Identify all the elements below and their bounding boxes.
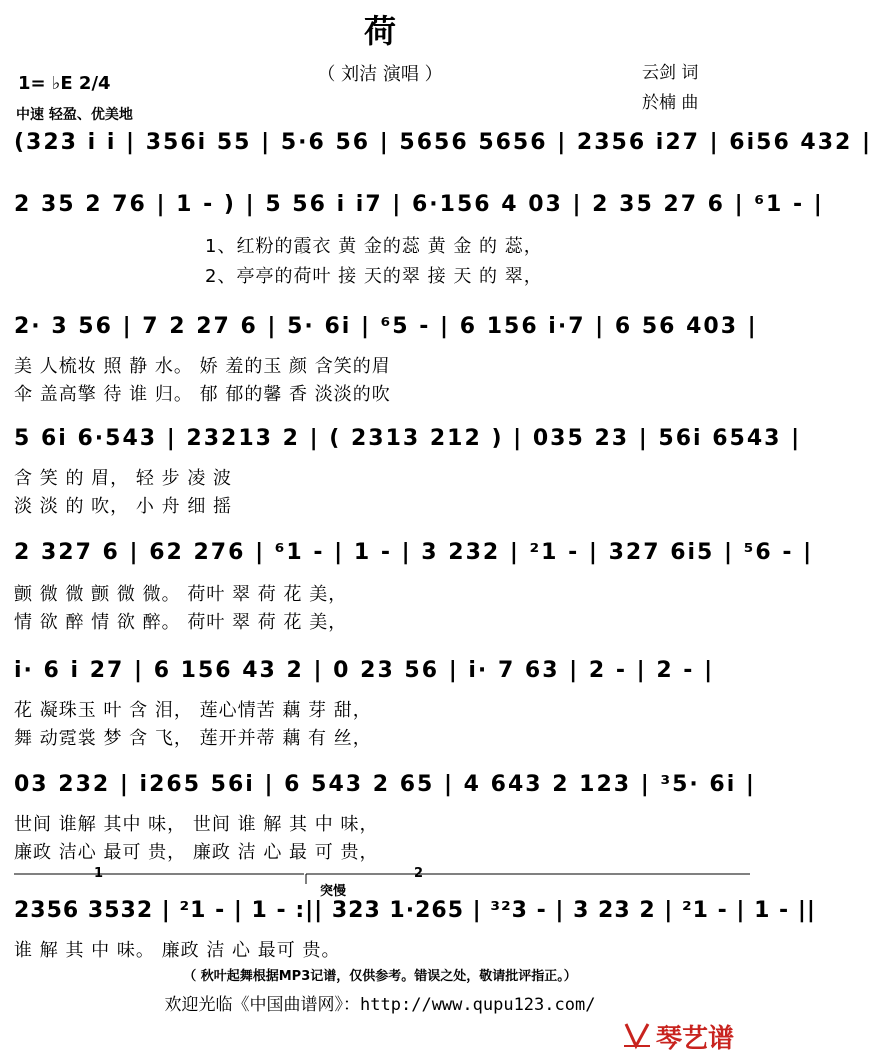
notation-row-3: 2· 3 56 | 7 2 27 6 | 5· 6i | ⁶5 - | 6 156 i·7 | 6 56 403 | <box>14 314 758 339</box>
lyric-verse2-row-7: 廉政 洁心 最可 贵， 廉政 洁 心 最 可 贵， <box>14 842 379 863</box>
volta-2-label: 2 <box>414 866 424 881</box>
notation-row-7: 03 232 | i265 56i | 6 543 2 65 | 4 643 2 123 | ³5· 6i | <box>14 772 756 797</box>
lyric-verse1-row-2: 1、红粉的霞衣 黄 金的蕊 黄 金 的 蕊， <box>205 236 543 257</box>
volta-1-label: 1 <box>94 866 104 881</box>
notation-row-4: 5 6i 6·543 | 23213 2 | ( 2313 212 ) | 035 23 | 56i 6543 | <box>14 426 802 451</box>
song-title: 荷 <box>363 12 396 50</box>
lyric-verse2-row-3: 伞 盖高擎 待 谁 归。 郁 郁的馨 香 淡淡的吹 <box>14 384 391 405</box>
lyric-verse2-row-2: 2、亭亭的荷叶 接 天的翠 接 天 的 翠， <box>205 266 543 287</box>
lyric-verse2-row-4: 淡 淡 的 吹， 小 舟 细 摇 <box>14 496 233 517</box>
notation-row-5: 2 327 6 | 62 276 | ⁶1 - | 1 - | 3 232 | ²1 - | 327 6i5 | ⁵6 - | <box>14 540 814 565</box>
site-link[interactable]: 欢迎光临《中国曲谱网》：http://www.qupu123.com/ <box>164 995 596 1015</box>
lyric-verse1-row-3: 美 人梳妆 照 静 水。 娇 羞的玉 颜 含笑的眉 <box>14 356 391 377</box>
composer-credit: 於楠 曲 <box>642 93 699 113</box>
lyric-verse2-row-5: 情 欲 醉 情 欲 醉。 荷叶 翠 荷 花 美， <box>14 612 348 633</box>
lyric-verse1-row-4: 含 笑 的 眉， 轻 步 凌 波 <box>14 468 233 489</box>
score-row-1 <box>14 128 872 184</box>
tempo-change-marking: 突慢 <box>320 884 347 899</box>
lyricist-credit: 云剑 词 <box>642 63 699 83</box>
notation-row-2: 2 35 2 76 | 1 - ) | 5 56 i i7 | 6·156 4 03 | 2 35 27 6 | ⁶1 - | <box>14 192 824 217</box>
site-logo <box>622 1016 750 1054</box>
lyric-verse1-row-5: 颤 微 微 颤 微 微。 荷叶 翠 荷 花 美， <box>14 584 348 605</box>
lyric-verse2-row-6: 舞 动霓裳 梦 含 飞， 莲开并蒂 藕 有 丝， <box>14 728 372 749</box>
notation-row-1: (323 i i | 356i 55 | 5·6 56 | 5656 5656 | 2356 i27 | 6i56 432 | <box>14 130 872 155</box>
notation-row-6: i· 6 i 27 | 6 156 43 2 | 0 23 56 | i· 7 63 | 2 - | 2 - | <box>14 658 715 683</box>
logo-icon <box>622 1020 652 1050</box>
logo-text: 琴艺谱 <box>656 1024 735 1054</box>
notation-row-8: 2356 3532 | ²1 - | 1 - :|| 323 1·265 | ³²3 - | 3 23 2 | ²1 - | 1 - || <box>14 898 816 923</box>
lyric-verse1-row-8: 谁 解 其 中 味。 廉政 洁 心 最可 贵。 <box>14 940 341 961</box>
tempo-marking: 中速 轻盈、优美地 <box>16 107 133 123</box>
key-signature: 1= ♭E 2/4 <box>18 73 111 94</box>
lyric-verse1-row-6: 花 凝珠玉 叶 含 泪， 莲心情苦 藕 芽 甜， <box>14 700 372 721</box>
singer-credit: （ 刘洁 演唱 ） <box>317 64 443 85</box>
volta-brackets <box>14 866 750 884</box>
lyric-verse1-row-7: 世间 谁解 其中 味， 世间 谁 解 其 中 味， <box>14 814 379 835</box>
transcription-note: （ 秋叶起舞根据MP3记谱，仅供参考。错误之处，敬请批评指正。） <box>183 969 577 984</box>
